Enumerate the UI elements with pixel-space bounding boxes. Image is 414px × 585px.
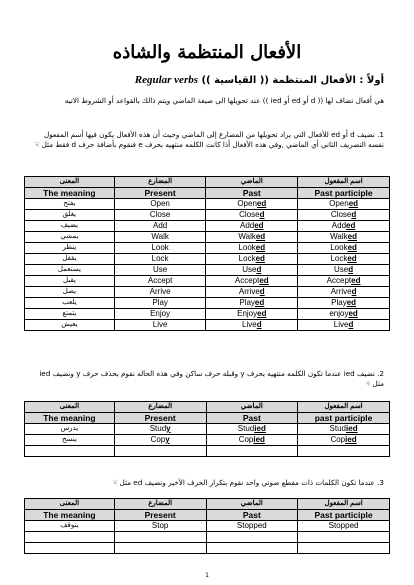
header-past-en: Past xyxy=(206,188,298,199)
header-participle-ar: اسم المفعول xyxy=(298,177,390,188)
header-past-ar: الماضي xyxy=(206,177,298,188)
rule-2-paragraph: 2. نضيف ied عندما تكون الكلمه منتهيه بحرف y وقبله حرف ساكن وفي هذه الحاله نقوم بحذف حرف y ونضيف ied مثل ☟ xyxy=(39,369,384,388)
participle-cell-suffix: ed xyxy=(347,243,357,252)
header-meaning-en: The meaning xyxy=(25,510,115,521)
empty-cell xyxy=(25,446,115,457)
meaning-cell: يلعب xyxy=(25,298,115,309)
participle-cell-stem: enjoy xyxy=(329,309,349,318)
present-cell-stem: Cop xyxy=(150,435,166,444)
participle-cell xyxy=(298,435,390,446)
meaning-cell: ينسخ xyxy=(25,435,115,446)
header-present-en: Present xyxy=(114,188,206,199)
table-row xyxy=(25,320,390,331)
participle-cell-stem: Add xyxy=(331,221,347,230)
present-cell: Lock xyxy=(114,254,206,265)
participle-cell xyxy=(298,199,390,210)
participle-cell-stem: Stud xyxy=(329,424,347,433)
past-cell xyxy=(206,309,298,320)
past-cell-suffix: ed xyxy=(255,232,266,241)
past-cell-stem: Close xyxy=(239,210,260,219)
past-cell-suffix: ed xyxy=(259,276,269,285)
present-cell-stem: Stud xyxy=(149,424,167,433)
page-number: 1 xyxy=(205,572,209,579)
participle-cell xyxy=(298,221,390,232)
past-cell: Stopped xyxy=(206,521,298,532)
section-heading-english: Regular verbs xyxy=(134,74,198,86)
empty-cell xyxy=(114,543,206,554)
present-cell-suffix: y xyxy=(165,435,170,444)
meaning-cell: يغلق xyxy=(25,210,115,221)
table-row xyxy=(25,435,390,446)
past-cell-suffix: d xyxy=(259,287,265,296)
table-row-empty xyxy=(25,543,390,554)
past-cell-suffix: ed xyxy=(257,309,267,318)
table-row xyxy=(25,521,390,532)
participle-cell-suffix: ed xyxy=(351,276,361,285)
participle-cell-stem: Cop xyxy=(330,435,346,444)
participle-cell-stem: Lock xyxy=(330,254,348,263)
meaning-cell: يضيف xyxy=(25,221,115,232)
past-cell xyxy=(206,265,298,276)
header-meaning-ar: المعنى xyxy=(25,402,115,413)
participle-cell-suffix: ied xyxy=(345,435,357,444)
meaning-cell: يدرس xyxy=(25,424,115,435)
header-present-ar: المضارع xyxy=(114,499,206,510)
past-cell-suffix: d xyxy=(256,320,262,329)
table-header-english-row xyxy=(25,413,390,424)
participle-cell-suffix: ied xyxy=(346,424,358,433)
participle-cell-suffix: ed xyxy=(346,298,357,307)
header-present-ar: المضارع xyxy=(114,402,206,413)
present-cell: Add xyxy=(114,221,206,232)
intro-paragraph: هي أفعال تضاف لها (( d أو ed أو ied )) عند تحويلها الى صيغة الماضي ويتم ذالك بالقواعد أو الشروط الاتيه xyxy=(64,96,384,105)
present-cell: Accept xyxy=(114,276,206,287)
participle-cell-stem: Play xyxy=(331,298,347,307)
meaning-cell: يفتح xyxy=(25,199,115,210)
doubled-consonant-verbs-table xyxy=(24,498,390,554)
empty-cell xyxy=(206,543,298,554)
table-row-empty xyxy=(25,446,390,457)
past-cell-stem: Look xyxy=(238,243,256,252)
past-cell xyxy=(206,210,298,221)
participle-cell xyxy=(298,210,390,221)
past-cell xyxy=(206,424,298,435)
participle-cell xyxy=(298,287,390,298)
past-cell-suffix: ed xyxy=(255,254,265,263)
meaning-cell: يقفل xyxy=(25,254,115,265)
empty-cell xyxy=(114,446,206,457)
past-cell xyxy=(206,199,298,210)
meaning-cell: يصل xyxy=(25,287,115,298)
past-cell-suffix: ied xyxy=(253,435,265,444)
past-cell-stem: Walk xyxy=(238,232,256,241)
participle-cell xyxy=(298,232,390,243)
participle-cell-suffix: d xyxy=(348,265,354,274)
table-header-english-row xyxy=(25,510,390,521)
participle-cell xyxy=(298,298,390,309)
section-heading-arabic: أولاً : الأفعال المنتظمة (( القياسية )) xyxy=(201,75,384,86)
table-row xyxy=(25,309,390,320)
participle-cell xyxy=(298,424,390,435)
participle-cell-stem: Look xyxy=(330,243,348,252)
header-present-en: Present xyxy=(114,413,206,424)
header-participle-en: Past participle xyxy=(298,510,390,521)
meaning-cell: يتوقف xyxy=(25,521,115,532)
header-meaning-ar: المعنى xyxy=(25,177,115,188)
empty-cell xyxy=(25,543,115,554)
present-cell-suffix: y xyxy=(166,424,171,433)
past-cell-suffix: ed xyxy=(254,298,265,307)
present-cell: Arrive xyxy=(114,287,206,298)
past-cell-stem: Play xyxy=(239,298,255,307)
past-cell-stem: Cop xyxy=(238,435,254,444)
present-cell: Close xyxy=(114,210,206,221)
table-header-english-row xyxy=(25,188,390,199)
participle-cell-suffix: d xyxy=(351,287,357,296)
present-cell: Live xyxy=(114,320,206,331)
meaning-cell: يمشي xyxy=(25,232,115,243)
table-row xyxy=(25,424,390,435)
participle-cell xyxy=(298,309,390,320)
header-meaning-en: The meaning xyxy=(25,188,115,199)
header-past-ar: الماضي xyxy=(206,402,298,413)
participle-cell xyxy=(298,254,390,265)
past-cell xyxy=(206,298,298,309)
past-cell-stem: Lock xyxy=(238,254,256,263)
past-cell-stem: Arrive xyxy=(238,287,260,296)
empty-cell xyxy=(206,532,298,543)
table-row xyxy=(25,276,390,287)
past-cell-stem: Enjoy xyxy=(237,309,258,318)
participle-cell: Stopped xyxy=(298,521,390,532)
header-meaning-en: The meaning xyxy=(25,413,115,424)
present-cell: Look xyxy=(114,243,206,254)
participle-cell-suffix: ed xyxy=(346,221,356,230)
participle-cell xyxy=(298,265,390,276)
participle-cell-stem: Use xyxy=(334,265,349,274)
present-cell: Enjoy xyxy=(114,309,206,320)
meaning-cell: يستعمل xyxy=(25,265,115,276)
past-cell xyxy=(206,287,298,298)
participle-cell xyxy=(298,276,390,287)
participle-cell-stem: Walk xyxy=(330,232,348,241)
participle-cell-stem: Open xyxy=(329,199,349,208)
participle-cell-suffix: ed xyxy=(347,232,357,241)
participle-cell-suffix: ed xyxy=(348,199,359,208)
empty-cell xyxy=(114,532,206,543)
participle-cell-suffix: d xyxy=(351,210,357,219)
present-cell xyxy=(114,435,206,446)
past-cell xyxy=(206,276,298,287)
header-present-ar: المضارع xyxy=(114,177,206,188)
table-row xyxy=(25,298,390,309)
past-cell-stem: Use xyxy=(242,265,257,274)
participle-cell-stem: Arrive xyxy=(330,287,352,296)
section-heading xyxy=(135,74,384,86)
table-row-empty xyxy=(25,532,390,543)
rule-1-paragraph: 1. نضيف d أو ed للأفعال التي يراد تحويلها من المضارع إلى الماضي وحيث أن هذه الأفعال يكون فيها أسم المفعول نفسه التصريف الثاني أي الماضي ,وفي هذه الأفعال أذا كانت الكلمه منتهيه بحرف e فنقوم بأضافة حرف d فقط مثل ☟ xyxy=(34,130,384,149)
present-cell: Use xyxy=(114,265,206,276)
participle-cell-suffix: d xyxy=(348,320,354,329)
table-row xyxy=(25,243,390,254)
regular-verbs-table xyxy=(24,176,390,331)
y-ending-verbs-table xyxy=(24,401,390,457)
empty-cell xyxy=(206,446,298,457)
header-meaning-ar: المعنى xyxy=(25,499,115,510)
table-row xyxy=(25,265,390,276)
present-cell: Stop xyxy=(114,521,206,532)
past-cell-suffix: ed xyxy=(255,243,266,252)
past-cell-stem: Accept xyxy=(234,276,260,285)
header-participle-ar: اسم المفعول xyxy=(298,402,390,413)
past-cell-suffix: d xyxy=(259,210,265,219)
participle-cell-suffix: ed xyxy=(348,309,358,318)
participle-cell-stem: Close xyxy=(330,210,352,219)
past-cell xyxy=(206,243,298,254)
table-header-arabic-row xyxy=(25,402,390,413)
empty-cell xyxy=(298,532,390,543)
meaning-cell: يقبل xyxy=(25,276,115,287)
past-cell-suffix: d xyxy=(256,265,262,274)
header-past-ar: الماضي xyxy=(206,499,298,510)
table-row xyxy=(25,210,390,221)
empty-cell xyxy=(298,446,390,457)
past-cell-suffix: ed xyxy=(254,221,264,230)
present-cell: Play xyxy=(114,298,206,309)
past-cell-stem: Live xyxy=(242,320,257,329)
participle-cell-suffix: ed xyxy=(347,254,357,263)
header-participle-en: Past participle xyxy=(298,188,390,199)
present-cell: Open xyxy=(114,199,206,210)
past-cell xyxy=(206,254,298,265)
page-title: الأفعال المنتظمة والشاذه xyxy=(112,42,302,63)
participle-cell-stem: Accept xyxy=(326,276,352,285)
participle-cell-stem: Live xyxy=(333,320,349,329)
participle-cell xyxy=(298,243,390,254)
rule-3-paragraph: 3. عندما تكون الكلمات ذات مقطع صوتي واحد نقوم بتكرار الحرف الأخير ونضيف ed مثل ☟ xyxy=(112,478,384,487)
table-row xyxy=(25,199,390,210)
header-participle-en: past participle xyxy=(298,413,390,424)
table-header-arabic-row xyxy=(25,177,390,188)
past-cell xyxy=(206,435,298,446)
table-row xyxy=(25,287,390,298)
past-cell-stem: Stud xyxy=(237,424,255,433)
participle-cell xyxy=(298,320,390,331)
table-row xyxy=(25,254,390,265)
meaning-cell: ينظر xyxy=(25,243,115,254)
header-past-en: Past xyxy=(206,510,298,521)
header-past-en: Past xyxy=(206,413,298,424)
present-cell: Walk xyxy=(114,232,206,243)
empty-cell xyxy=(298,543,390,554)
past-cell xyxy=(206,221,298,232)
header-present-en: Present xyxy=(114,510,206,521)
table-row xyxy=(25,221,390,232)
past-cell-stem: Add xyxy=(240,221,255,230)
table-row xyxy=(25,232,390,243)
past-cell-suffix: ed xyxy=(256,199,267,208)
past-cell xyxy=(206,232,298,243)
past-cell-stem: Open xyxy=(237,199,257,208)
empty-cell xyxy=(25,532,115,543)
table-header-arabic-row xyxy=(25,499,390,510)
header-participle-ar: اسم المفعول xyxy=(298,499,390,510)
meaning-cell: يعيش xyxy=(25,320,115,331)
past-cell-suffix: ied xyxy=(254,424,266,433)
meaning-cell: يتمتع xyxy=(25,309,115,320)
past-cell xyxy=(206,320,298,331)
present-cell xyxy=(114,424,206,435)
